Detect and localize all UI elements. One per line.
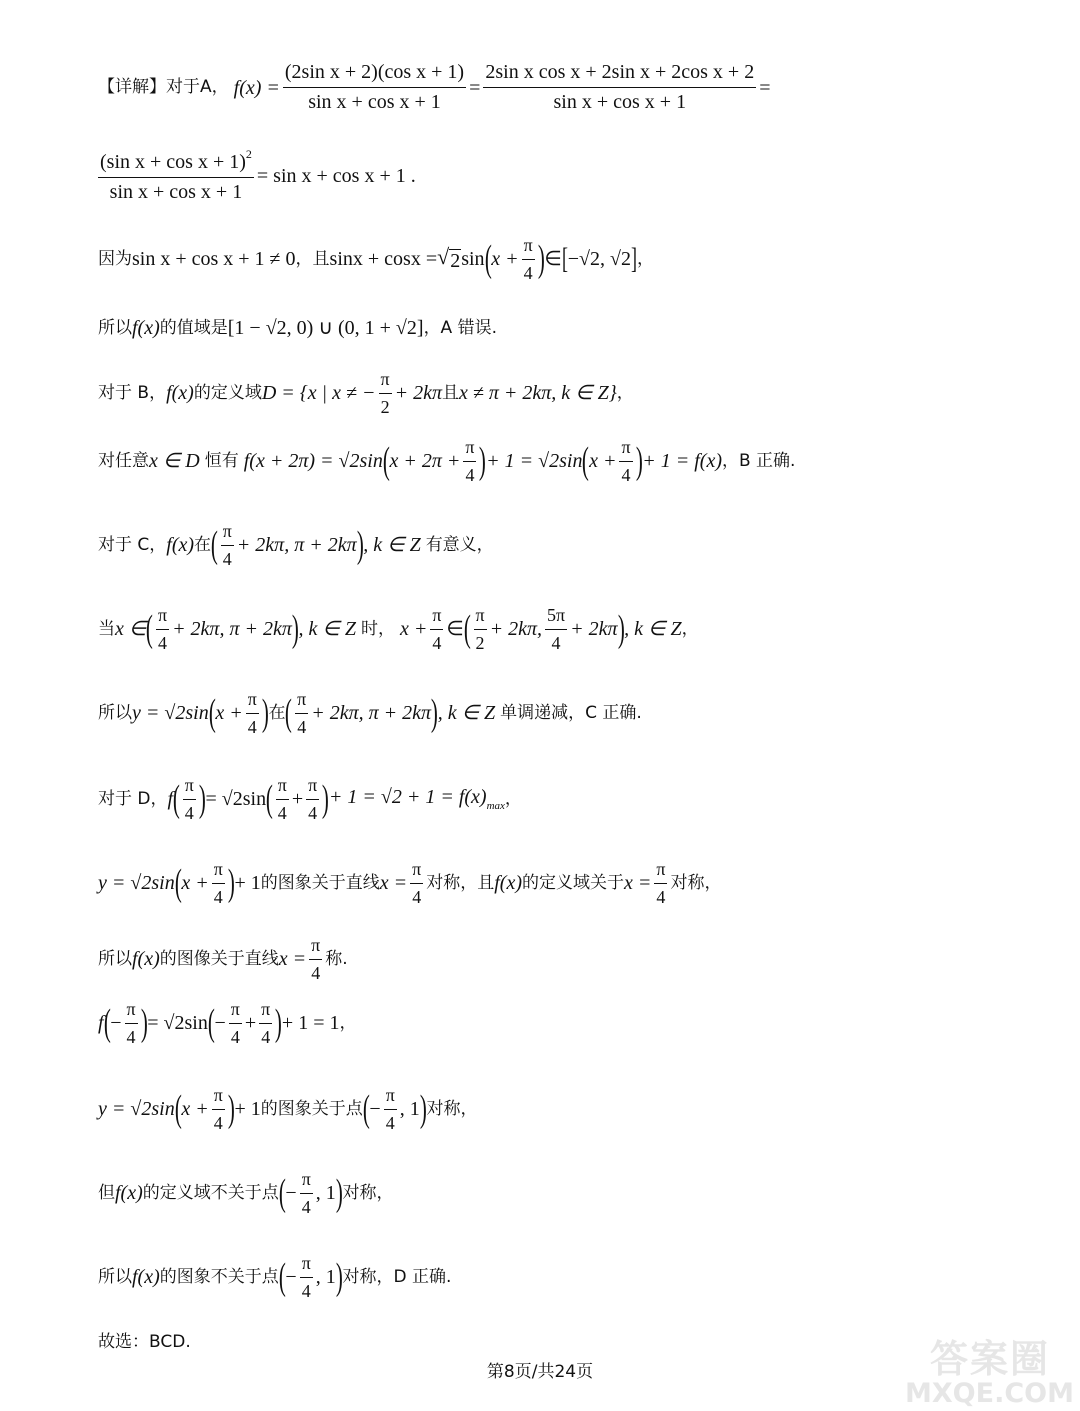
math-expression: x = [379, 872, 408, 895]
equals-sign: = [469, 76, 481, 99]
math-expression: f(x) [132, 317, 160, 339]
text: 对称，且 [426, 872, 495, 893]
fraction: $\frac{\pi}{4}$ [213, 859, 223, 907]
text: 的图像关于直线 [159, 948, 279, 969]
math-expression: = √2sin [147, 1012, 208, 1035]
math-expression: f(x) [494, 872, 522, 895]
solution-line-8: 当 x ∈ ( $\frac{\pi}{4}$ + 2kπ, π + 2kπ ) , k ∈ Z 时， x + $\frac{\pi}{4}$ ∈ ( $\frac{\pi}{2}$ + 2kπ, $\frac{5\pi}{4}$ + 2kπ ) , k ∈ Z ， [98, 605, 699, 653]
fraction: $\frac{\pi}{4}$ [465, 437, 475, 485]
math-expression: , 1 [315, 1182, 336, 1205]
text: 对称， [342, 1182, 394, 1203]
fraction-numerator: (2sin x + 2)(cos x + 1) [283, 62, 466, 88]
fraction: $\frac{\pi}{2}$ [475, 605, 485, 653]
solution-line-11: y = √2sin ( x + $\frac{\pi}{4}$ ) + 1 的图象关于直线 x = $\frac{\pi}{4}$ 对称，且 f(x) 的定义域关于 x = $\frac{\pi}{4}$ 对称， [98, 859, 722, 907]
solution-line-4 [98, 318, 998, 338]
text: 对称，D 正确. [342, 1266, 452, 1287]
math-expression: sin x + cos x + 1 ≠ 0 [132, 248, 296, 271]
text: 对称， [426, 1098, 478, 1119]
math-expression: , k ∈ Z [298, 618, 356, 641]
text: 的图象关于点 [260, 1098, 363, 1119]
text: 所以 [98, 702, 132, 723]
fraction: $\frac{\pi}{4}$ [157, 605, 168, 653]
text: 所以 [98, 1266, 132, 1287]
fraction: $\frac{\pi}{4}$ [523, 235, 533, 283]
math-expression: + 1 = f(x) [642, 450, 722, 473]
math-expression: x + [181, 1098, 209, 1121]
math-expression: y = √2sin [132, 702, 209, 725]
page-footer: 第8页/共24页 [486, 1362, 594, 1382]
fraction: $\frac{\pi}{4}$ [301, 1253, 311, 1301]
fraction: $\frac{\pi}{4}$ [247, 689, 257, 737]
math-expression: x + [399, 618, 428, 641]
fraction: $\frac{\pi}{4}$ [126, 999, 136, 1047]
math-expression: + 1 [234, 872, 261, 895]
math-expression: + 2kπ [570, 618, 618, 641]
math-expression: , 1 [399, 1098, 420, 1121]
math-expression: − [214, 1012, 226, 1035]
text: ， [636, 248, 654, 269]
text: 但 [98, 1182, 115, 1203]
text: ， [616, 382, 634, 403]
math-expression: x + [589, 450, 617, 473]
watermark-logo: 答案圈 [929, 1336, 1050, 1381]
math-expression: x ≠ π + 2kπ, k ∈ Z} [459, 382, 617, 405]
math-expression: + 2kπ, π + 2kπ [311, 702, 432, 725]
fraction: $\frac{\pi}{4}$ [385, 1085, 395, 1133]
math-expression: x + [181, 872, 209, 895]
text: 故选：BCD. [98, 1332, 191, 1352]
math-expression: , k ∈ Z [363, 534, 421, 557]
math-expression: [1 − √2, 0) ∪ (0, 1 + √2] [227, 317, 424, 339]
equals-sign: = [759, 76, 771, 99]
fraction-numerator: (sin x + cos x + 1)$^2$ [98, 148, 254, 178]
solution-line-6: 对任意 x ∈ D 恒有 f(x + 2π) = √2sin ( x + 2π + $\frac{\pi}{4}$ ) + 1 = √2sin ( x + $\frac{\pi}{4}$ ) + 1 = f(x) ，B 正确. [98, 437, 796, 485]
solution-line-12 [98, 936, 998, 983]
solution-line-14: y = √2sin ( x + $\frac{\pi}{4}$ ) + 1 的图象关于点 ( − $\frac{\pi}{4}$ , 1 ) 对称， [98, 1085, 478, 1133]
text: 对称， [670, 872, 722, 893]
solution-line-1 [98, 62, 998, 113]
text: 在 [194, 534, 212, 555]
math-expression: x + [491, 248, 519, 271]
text: 对于 D， [98, 788, 168, 809]
text: 对于 C， [98, 534, 167, 555]
fraction-denominator: sin x + cos x + 1 [109, 181, 243, 203]
fraction: $\frac{\pi}{4}$ [412, 859, 422, 907]
solution-line-5 [98, 370, 998, 417]
text: 对任意 [98, 450, 149, 471]
text: ，A 错误. [423, 317, 497, 338]
solution-line-10: 对于 D， f ( $\frac{\pi}{4}$ ) = √2sin ( $\frac{\pi}{4}$ + $\frac{\pi}{4}$ ) + $1 = √2 + 1 = f(x)_{max}$ ， [98, 775, 522, 823]
math-expression: , 1 [315, 1266, 336, 1289]
math-expression: + [244, 1012, 257, 1035]
math-expression: x ∈ [115, 618, 147, 641]
math-expression: + $1 = √2 + 1 = f(x)_{max}$ [328, 785, 505, 812]
math-expression: x = [278, 948, 307, 971]
math-expression: f(x) [132, 948, 160, 971]
math-expression: f(x) [166, 534, 195, 557]
text: ，B 正确. [721, 450, 796, 471]
math-expression: f(x) [166, 382, 194, 405]
fraction-denominator: sin x + cos x + 1 [553, 91, 687, 113]
math-expression: x = [624, 872, 652, 895]
text: 的图象关于直线 [260, 872, 380, 893]
math-expression: f [167, 788, 174, 811]
solution-line-16: 所以 f(x) 的图象不关于点 ( − $\frac{\pi}{4}$ , 1 ) 对称，D 正确. [98, 1253, 452, 1301]
fraction: $\frac{\pi}{4}$ [184, 775, 194, 823]
solution-line-2 [98, 148, 998, 203]
text: ， [504, 788, 522, 809]
solution-line-13: f ( − $\frac{\pi}{4}$ ) = √2sin ( − $\frac{\pi}{4}$ + $\frac{\pi}{4}$ ) + 1 = 1 ， [98, 999, 357, 1047]
math-expression: f(x + 2π) = √2sin [243, 450, 383, 473]
solution-line-3: 因为 sin x + cos x + 1 ≠ 0 ，且 sinx + cosx = √ 2 sin ( x + $\frac{\pi}{4}$ ) ∈ [ −√2, √2 ] ， [98, 235, 654, 283]
math-expression: = √2sin [205, 788, 267, 811]
math-expression: , k ∈ Z [437, 702, 496, 725]
math-expression: y = √2sin [98, 872, 175, 895]
math-expression: y = √2sin [98, 1098, 175, 1121]
fraction-numerator: 2sin x cos x + 2sin x + 2cos x + 2 [483, 62, 756, 88]
text: 且 [442, 382, 460, 403]
fraction: $\frac{\pi}{4}$ [261, 999, 271, 1047]
math-expression: − [369, 1098, 381, 1121]
math-expression: sin [461, 248, 485, 271]
fraction: $\frac{\pi}{4}$ [230, 999, 240, 1047]
text: 恒有 [204, 450, 239, 471]
text: 的值域是 [159, 317, 228, 338]
math-expression: x ∈ D [149, 450, 200, 473]
text: 在 [268, 702, 286, 723]
math-expression: + 2kπ [394, 382, 443, 405]
math-expression: + [291, 788, 304, 811]
text: 称. [325, 948, 348, 969]
math-expression: −√2, √2 [567, 248, 631, 271]
watermark-url: MXQE.COM [905, 1378, 1074, 1409]
math-expression: + 2kπ, π + 2kπ [236, 534, 357, 557]
text: 的定义域不关于点 [142, 1182, 279, 1203]
math-expression: − [110, 1012, 122, 1035]
fraction: $\frac{\pi}{4}$ [308, 775, 318, 823]
text: 单调递减，C 正确. [500, 702, 642, 723]
math-expression: + 2kπ, π + 2kπ [172, 618, 292, 641]
math-expression: D = {x | x ≠ − [261, 382, 376, 405]
math-expression: f(x) [115, 1182, 143, 1205]
text: 所以 [98, 317, 132, 338]
text: 的定义域关于 [522, 872, 624, 893]
math-expression: + 1 = √2sin [486, 450, 583, 473]
solution-line-7: 对于 C， f(x) 在 ( $\frac{\pi}{4}$ + 2kπ, π + 2kπ ) , k ∈ Z 有意义， [98, 521, 494, 569]
text: ，且 [295, 248, 330, 269]
text: 因为 [98, 248, 132, 269]
text: 时， [360, 618, 395, 639]
text: 的图象不关于点 [159, 1266, 279, 1287]
math-expression: f(x) [132, 1266, 160, 1289]
math-expression: + 1 [234, 1098, 261, 1121]
fraction: $\frac{\pi}{4}$ [297, 689, 307, 737]
math-expression: f [98, 1012, 104, 1035]
math-expression: − [285, 1266, 297, 1289]
math-expression: ∈ [446, 618, 464, 641]
fraction [98, 148, 254, 203]
fraction: $\frac{\pi}{4}$ [311, 935, 321, 983]
math-expression: x + 2π + [389, 450, 461, 473]
solution-line-9: 所以 y = √2sin ( x + $\frac{\pi}{4}$ ) 在 ( $\frac{\pi}{4}$ + 2kπ, π + 2kπ ) , k ∈ Z 单调递减，C 正确. [98, 689, 642, 737]
fraction: $\frac{\pi}{4}$ [277, 775, 287, 823]
text: 所以 [98, 948, 132, 969]
math-expression: x + [215, 702, 243, 725]
fraction-denominator: sin x + cos x + 1 [308, 91, 441, 113]
fraction [483, 62, 756, 113]
fraction: $\frac{\pi}{4}$ [432, 605, 442, 653]
math-expression: f(x) = [233, 76, 280, 99]
text: 当 [98, 618, 115, 639]
text: ， [681, 618, 699, 639]
fraction: $\frac{5\pi}{4}$ [547, 605, 566, 653]
text: 有意义， [425, 534, 494, 555]
text: 对于 B， [98, 382, 167, 403]
fraction: $\frac{\pi}{4}$ [656, 859, 666, 907]
math-expression: ∈ [544, 248, 562, 271]
math-expression: + 2kπ, [489, 618, 542, 641]
math-expression: sinx + cosx = [329, 248, 438, 271]
fraction: $\frac{\pi}{2}$ [380, 369, 390, 417]
text: 的定义域 [193, 382, 262, 403]
solution-answer [98, 1334, 998, 1351]
math-expression: − [285, 1182, 297, 1205]
fraction: $\frac{\pi}{4}$ [222, 521, 232, 569]
fraction: $\frac{\pi}{4}$ [301, 1169, 311, 1217]
math-expression: + 1 = 1 [281, 1012, 340, 1035]
math-expression: , k ∈ Z [624, 618, 682, 641]
sqrt: √ 2 [437, 244, 461, 273]
fraction [283, 62, 466, 113]
fraction: $\frac{\pi}{4}$ [621, 437, 631, 485]
solution-label: 【详解】对于A， [98, 77, 229, 97]
solution-line-15: 但 f(x) 的定义域不关于点 ( − $\frac{\pi}{4}$ , 1 ) 对称， [98, 1169, 394, 1217]
math-expression: = sin x + cos x + 1 . [256, 164, 416, 187]
text: ， [339, 1012, 357, 1033]
fraction: $\frac{\pi}{4}$ [213, 1085, 223, 1133]
